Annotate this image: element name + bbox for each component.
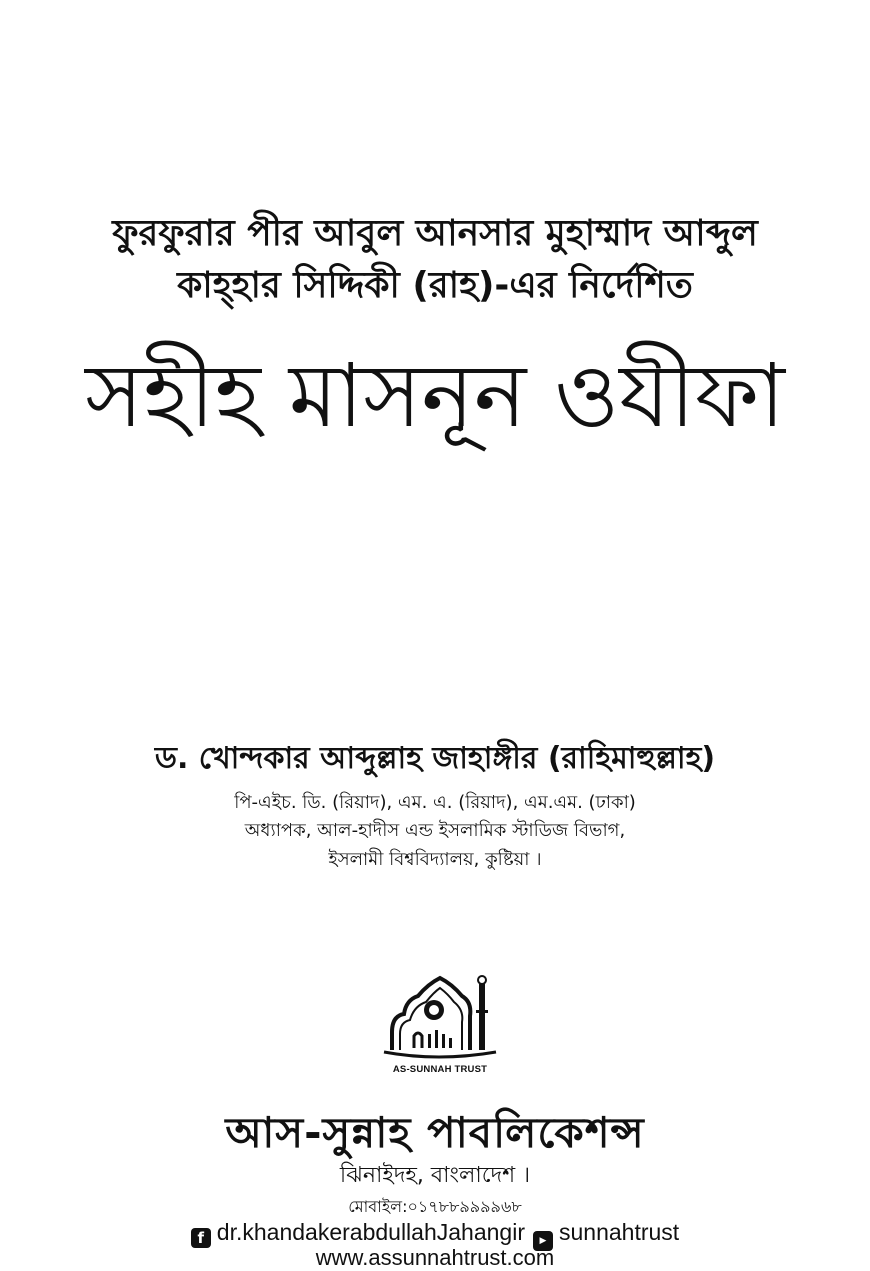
publisher-mobile: মোবাইল:০১৭৮৮৯৯৯৯৬৮ <box>348 1197 522 1216</box>
facebook-icon: f <box>191 1228 211 1248</box>
author-credentials-position: অধ্যাপক, আল-হাদীস এন্ড ইসলামিক স্টাডিজ বিভাগ, <box>244 820 626 841</box>
book-title: সহীহ মাসনূন ওযীফা <box>85 344 785 447</box>
publisher-location: ঝিনাইদহ, বাংলাদেশ । <box>339 1163 531 1188</box>
author-credentials-degrees: পি-এইচ. ডি. (রিয়াদ), এম. এ. (রিয়াদ), এম.এম. (ঢাকা) <box>234 792 636 813</box>
author-credentials-university: ইসলামী বিশ্ববিদ্যালয়, কুষ্টিয়া । <box>328 849 542 870</box>
subtitle-line-1: ফুরফুরার পীর আবুল আনসার মুহাম্মাদ আব্দুল <box>112 213 758 254</box>
subtitle-line-2: কাহ্হার সিদ্দিকী (রাহ)-এর নির্দেশিত <box>177 265 693 306</box>
website-link[interactable]: www.assunnahtrust.com <box>315 1245 555 1270</box>
youtube-handle[interactable]: sunnahtrust <box>558 1219 680 1245</box>
author-name: ড. খোন্দকার আব্দুল্লাহ জাহাঙ্গীর (রাহিমাহুল্লাহ) <box>154 741 716 776</box>
logo-caption: AS-SUNNAH TRUST <box>392 1064 488 1075</box>
mosque-logo-graphic <box>378 970 502 1066</box>
publisher-name: আস-সুন্নাহ পাবলিকেশন্স <box>225 1108 645 1157</box>
youtube-icon: ▶ <box>533 1231 553 1251</box>
mosque-logo-icon <box>378 970 502 1082</box>
facebook-handle[interactable]: dr.khandakerabdullahJahangir <box>216 1219 525 1245</box>
